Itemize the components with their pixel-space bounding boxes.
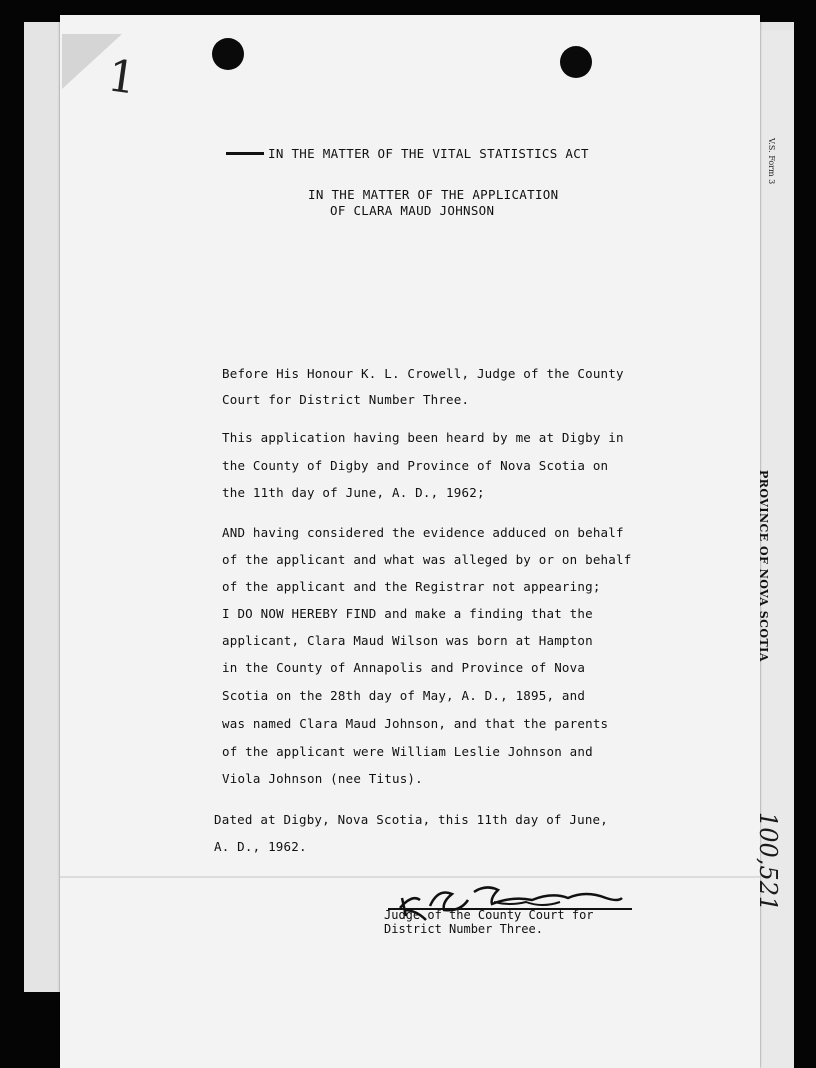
- paragraph-3-line-8: was named Clara Maud Johnson, and that the parents: [222, 716, 609, 731]
- punch-hole-left: [212, 38, 244, 70]
- dated-line-1: Dated at Digby, Nova Scotia, this 11th day of June,: [214, 812, 609, 827]
- side-label: PROVINCE OF NOVA SCOTIA: [757, 470, 770, 662]
- corner-mark: 1: [104, 50, 140, 105]
- paragraph-1-line-2: Court for District Number Three.: [222, 392, 470, 407]
- paragraph-3-line-2: of the applicant and what was alleged by or on behalf: [222, 552, 632, 567]
- paragraph-1-line-1: Before His Honour K. L. Crowell, Judge of the County: [222, 366, 624, 381]
- paragraph-3-line-4: I DO NOW HEREBY FIND and make a finding that the: [222, 606, 593, 621]
- punch-hole-right: [560, 46, 592, 78]
- paragraph-2-line-1: This application having been heard by me at Digby in: [222, 430, 624, 445]
- paragraph-3-line-5: applicant, Clara Maud Wilson was born at Hampton: [222, 633, 593, 648]
- paragraph-3-line-10: Viola Johnson (nee Titus).: [222, 771, 423, 786]
- paragraph-3-line-6: in the County of Annapolis and Province of Nova: [222, 660, 586, 675]
- paragraph-3-line-3: of the applicant and the Registrar not appearing;: [222, 579, 601, 594]
- paragraph-2-line-2: the County of Digby and Province of Nova Scotia on: [222, 458, 609, 473]
- document-subheading-1: IN THE MATTER OF THE APPLICATION: [308, 187, 559, 202]
- document-subheading-2: OF CLARA MAUD JOHNSON: [330, 203, 495, 218]
- paragraph-3-line-1: AND having considered the evidence adduced on behalf: [222, 525, 624, 540]
- dated-line-2: A. D., 1962.: [214, 839, 307, 854]
- handwritten-number: 100,521: [754, 812, 782, 912]
- heading-rule: [226, 152, 264, 155]
- signature-caption-2: District Number Three.: [384, 922, 543, 936]
- paragraph-2-line-3: the 11th day of June, A. D., 1962;: [222, 485, 485, 500]
- signature-caption-1: Judge of the County Court for: [384, 908, 594, 922]
- paragraph-3-line-7: Scotia on the 28th day of May, A. D., 1895, and: [222, 688, 586, 703]
- fold-line: [60, 876, 760, 878]
- document-heading: IN THE MATTER OF THE VITAL STATISTICS ACT: [268, 146, 589, 161]
- form-label: V.S. Form 3: [767, 138, 776, 185]
- paragraph-3-line-9: of the applicant were William Leslie Johnson and: [222, 744, 593, 759]
